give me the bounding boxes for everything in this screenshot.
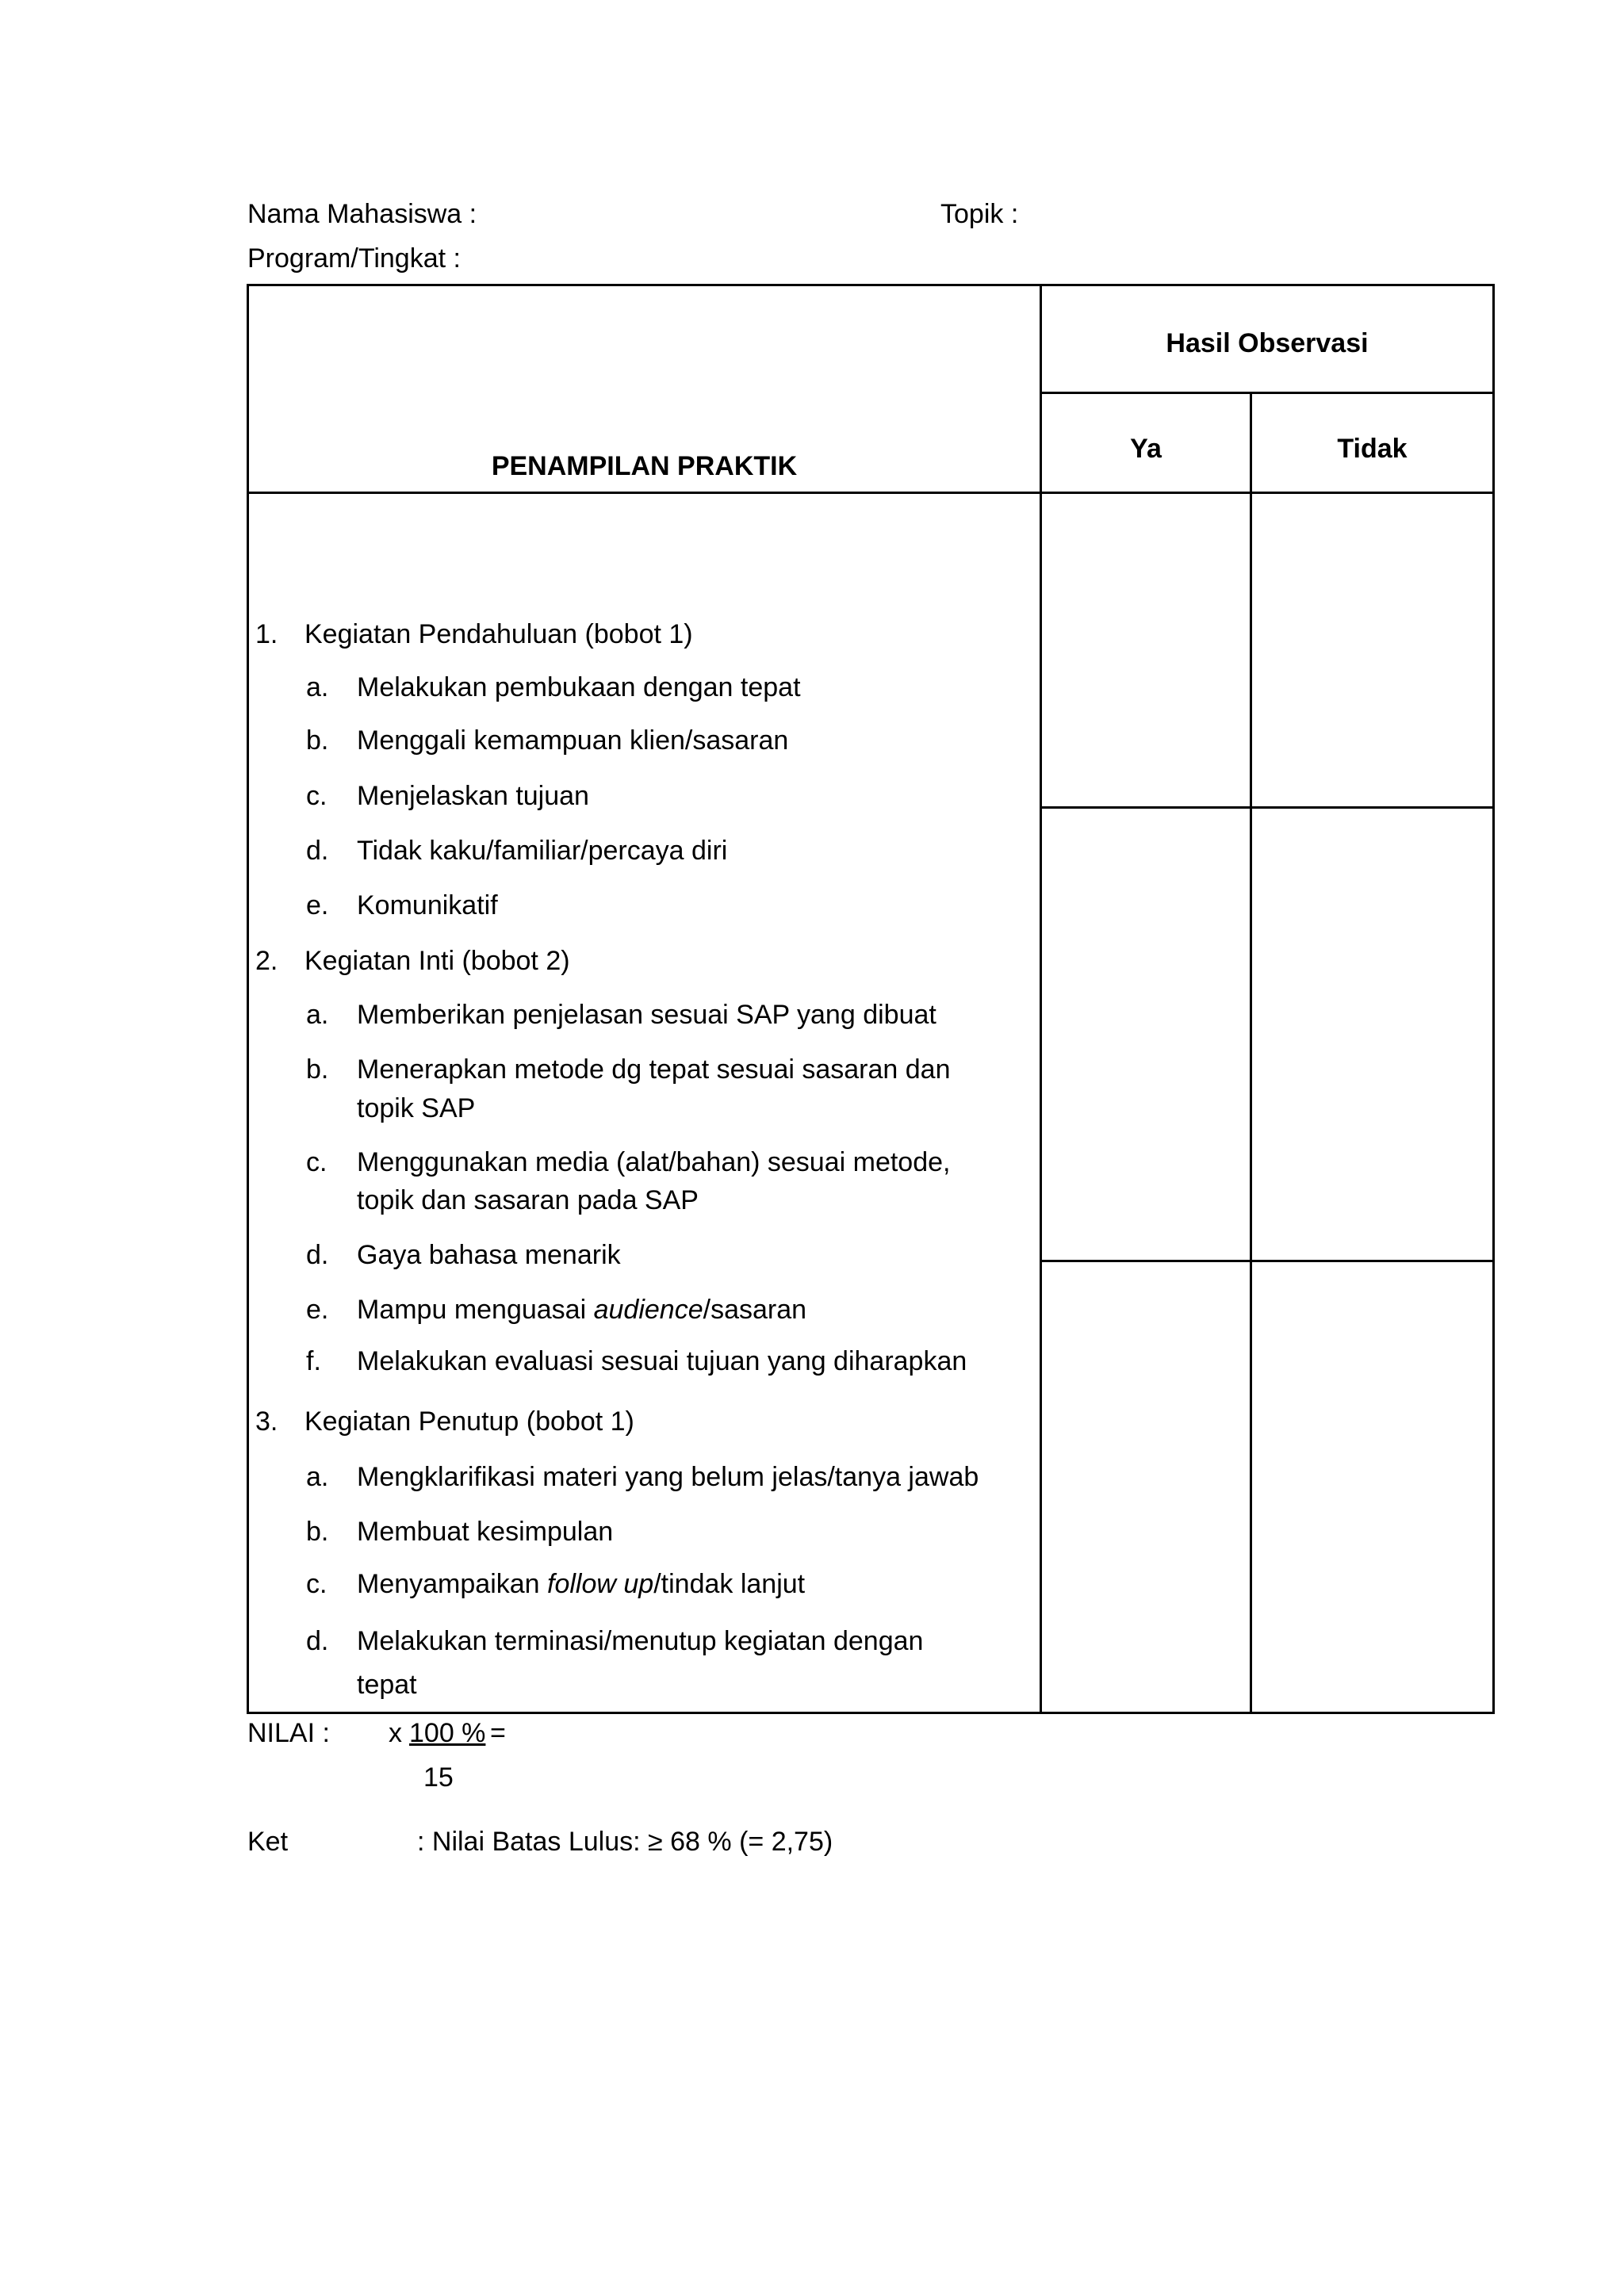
item-text: Gaya bahasa menarik [357, 1240, 621, 1270]
item-text: Menerapkan metode dg tepat sesuai sasaran dan [357, 1054, 951, 1085]
hasil-observasi-header: Hasil Observasi [1166, 328, 1369, 358]
item-text: Mampu menguasai audience/sasaran [357, 1295, 807, 1325]
section-number: 1. [255, 619, 278, 649]
obs-row-divider-2 [1041, 1260, 1495, 1262]
nilai-denominator: 15 [423, 1762, 454, 1793]
section-title: Kegiatan Pendahuluan (bobot 1) [304, 619, 693, 649]
penampilan-praktik-header: PENAMPILAN PRAKTIK [491, 451, 798, 481]
item-letter: d. [306, 1240, 329, 1270]
item-text: Memberikan penjelasan sesuai SAP yang dibuat [357, 1000, 936, 1030]
item-text: Membuat kesimpulan [357, 1517, 614, 1547]
table-border-bottom [247, 1712, 1495, 1714]
item-letter: c. [306, 1569, 327, 1599]
item-text-continued: tepat [357, 1670, 417, 1700]
col-divider-praktik [1040, 284, 1042, 1714]
nilai-label: NILAI : [247, 1718, 330, 1748]
item-letter: b. [306, 725, 329, 756]
item-text: Menjelaskan tujuan [357, 781, 589, 811]
item-text: Menyampaikan follow up/tindak lanjut [357, 1569, 806, 1599]
nilai-equals: = [490, 1718, 506, 1748]
section-title: Kegiatan Penutup (bobot 1) [304, 1406, 634, 1437]
item-letter: d. [306, 1626, 329, 1656]
item-letter: e. [306, 890, 329, 920]
item-letter: b. [306, 1517, 329, 1547]
item-text: Menggunakan media (alat/bahan) sesuai metode, [357, 1147, 951, 1177]
item-letter: e. [306, 1295, 329, 1325]
item-letter: c. [306, 1147, 327, 1177]
item-letter: b. [306, 1054, 329, 1085]
item-letter: a. [306, 1000, 329, 1030]
ket-text: : Nilai Batas Lulus: ≥ 68 % (= 2,75) [417, 1827, 833, 1857]
item-text-continued: topik dan sasaran pada SAP [357, 1185, 699, 1215]
item-letter: c. [306, 781, 327, 811]
table-border-top [247, 284, 1495, 286]
item-text: Melakukan terminasi/menutup kegiatan dengan [357, 1626, 924, 1656]
item-text: Tidak kaku/familiar/percaya diri [357, 836, 728, 866]
section-number: 3. [255, 1406, 278, 1437]
ket-label: Ket [247, 1827, 289, 1857]
item-text: Melakukan evaluasi sesuai tujuan yang diharapkan [357, 1346, 967, 1376]
table-border-right [1492, 284, 1495, 1714]
obs-row-divider-1 [1041, 806, 1495, 809]
item-text: Komunikatif [357, 890, 498, 920]
item-letter: f. [306, 1346, 321, 1376]
ya-header: Ya [1130, 434, 1162, 464]
table-border-left [247, 284, 249, 1714]
nilai-percent: 100 % [409, 1718, 486, 1748]
item-text-continued: topik SAP [357, 1093, 476, 1123]
section-number: 2. [255, 946, 278, 976]
item-letter: a. [306, 672, 329, 702]
topik-label: Topik : [940, 199, 1019, 229]
nilai-multiply: x [389, 1718, 402, 1748]
tidak-header: Tidak [1337, 434, 1408, 464]
item-text: Mengklarifikasi materi yang belum jelas/tanya jawab [357, 1462, 979, 1492]
program-tingkat-label: Program/Tingkat : [247, 243, 461, 274]
item-letter: a. [306, 1462, 329, 1492]
section-title: Kegiatan Inti (bobot 2) [304, 946, 570, 976]
header-divider [247, 492, 1495, 494]
col-divider-ya-tidak [1250, 392, 1252, 1714]
hasil-divider [1041, 392, 1495, 394]
item-letter: d. [306, 836, 329, 866]
item-text: Melakukan pembukaan dengan tepat [357, 672, 801, 702]
item-text: Menggali kemampuan klien/sasaran [357, 725, 789, 756]
nama-mahasiswa-label: Nama Mahasiswa : [247, 199, 477, 229]
